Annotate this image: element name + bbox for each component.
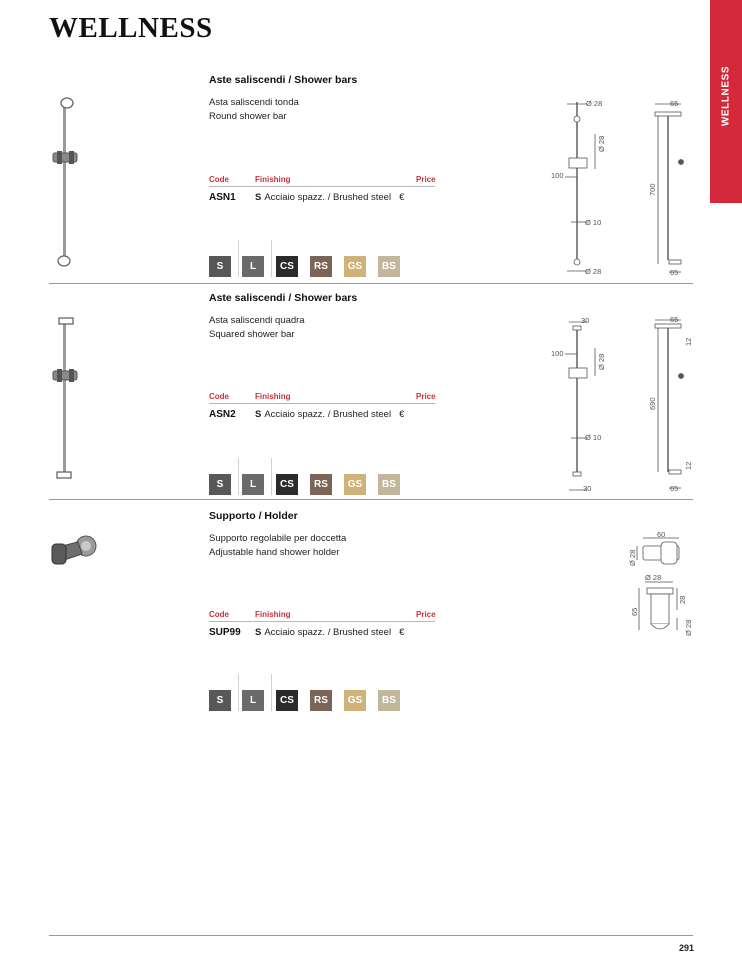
desc-it: Asta saliscendi quadra (209, 315, 305, 326)
finish-code: S (255, 627, 262, 638)
swatch-bs[interactable]: BS (378, 256, 400, 277)
section-title: Supporto / Holder (209, 510, 298, 522)
dim-label: 65 (670, 268, 679, 277)
desc-it: Supporto regolabile per doccetta (209, 533, 347, 544)
swatch-l[interactable]: L (242, 256, 264, 277)
col-price-header: Price (416, 392, 436, 401)
swatch-s[interactable]: S (209, 256, 231, 277)
swatch-divider (271, 674, 272, 711)
finishing-value (255, 627, 404, 638)
dim-label: 12 (684, 461, 693, 470)
dim-label: 700 (648, 183, 657, 196)
col-finishing-header: Finishing (255, 610, 291, 619)
finish-label: Acciaio spazz. / Brushed steel (264, 627, 392, 638)
shower-holder-image (48, 530, 102, 572)
swatch-s[interactable]: S (209, 474, 231, 495)
page-title: WELLNESS (49, 12, 213, 44)
finish-label: Acciaio spazz. / Brushed steel (264, 409, 392, 420)
product-description (209, 96, 299, 124)
swatch-rs[interactable]: RS (310, 256, 332, 277)
page-number: 291 (679, 943, 695, 953)
dim-label: Ø 28 (597, 135, 606, 152)
swatch-cs[interactable]: CS (276, 256, 298, 277)
finish-code: S (255, 192, 262, 203)
swatch-gs[interactable]: GS (344, 690, 366, 711)
finish-swatches (209, 256, 409, 277)
swatch-gs[interactable]: GS (344, 256, 366, 277)
header-rule (209, 621, 435, 622)
swatch-bs[interactable]: BS (378, 690, 400, 711)
desc-en: Round shower bar (209, 111, 287, 122)
dim-label: Ø 10 (585, 218, 602, 227)
section-title: Aste saliscendi / Shower bars (209, 292, 358, 304)
col-price-header: Price (416, 175, 436, 184)
swatch-s[interactable]: S (209, 690, 231, 711)
side-tab-label: WELLNESS (720, 65, 732, 127)
header-rule (209, 186, 435, 187)
dim-label: 30 (581, 316, 590, 325)
product-description (209, 314, 305, 342)
col-finishing-header: Finishing (255, 175, 291, 184)
col-code-header: Code (209, 610, 229, 619)
squared-shower-bar-image (48, 316, 82, 486)
technical-drawing-asn1 (545, 94, 700, 284)
dim-label: 690 (648, 397, 657, 410)
dim-label: 60 (657, 530, 666, 539)
col-finishing-header: Finishing (255, 392, 291, 401)
technical-drawing-sup99 (625, 530, 700, 645)
swatch-divider (271, 458, 272, 495)
technical-drawing-asn2 (545, 314, 700, 496)
dim-label: 65 (670, 99, 679, 108)
finish-code: S (255, 409, 262, 420)
dim-label: Ø 28 (628, 549, 637, 566)
product-section-sup99 (0, 510, 742, 720)
section-divider (49, 499, 693, 500)
dim-label: Ø 28 (585, 267, 602, 276)
dim-label: 28 (678, 595, 687, 604)
col-code-header: Code (209, 175, 229, 184)
dim-label: 100 (551, 171, 564, 180)
round-shower-bar-image (48, 94, 82, 272)
dim-label: Ø 28 (597, 353, 606, 370)
product-code: SUP99 (209, 627, 241, 638)
dim-label: 65 (670, 484, 679, 493)
dim-label: Ø 10 (585, 433, 602, 442)
dim-label: 30 (583, 484, 592, 493)
product-section-asn1 (0, 74, 742, 284)
dim-label: 100 (551, 349, 564, 358)
swatch-gs[interactable]: GS (344, 474, 366, 495)
swatch-l[interactable]: L (242, 690, 264, 711)
section-title: Aste saliscendi / Shower bars (209, 74, 358, 86)
finish-swatches (209, 474, 409, 495)
finish-label: Acciaio spazz. / Brushed steel (264, 192, 392, 203)
desc-en: Adjustable hand shower holder (209, 547, 340, 558)
swatch-bs[interactable]: BS (378, 474, 400, 495)
col-price-header: Price (416, 610, 436, 619)
dim-label: 65 (630, 607, 639, 616)
dim-label: 12 (684, 337, 693, 346)
swatch-rs[interactable]: RS (310, 474, 332, 495)
footer-rule (49, 935, 693, 936)
finishing-value (255, 409, 404, 420)
dim-label: Ø 28 (684, 619, 693, 636)
swatch-divider (238, 674, 239, 711)
swatch-l[interactable]: L (242, 474, 264, 495)
currency: € (399, 409, 405, 420)
swatch-divider (238, 240, 239, 277)
product-code: ASN2 (209, 409, 236, 420)
finishing-value (255, 192, 404, 203)
currency: € (399, 192, 405, 203)
section-divider (49, 283, 693, 284)
finish-swatches (209, 690, 409, 711)
product-code: ASN1 (209, 192, 236, 203)
desc-en: Squared shower bar (209, 329, 295, 340)
product-description (209, 532, 346, 560)
header-rule (209, 403, 435, 404)
currency: € (399, 627, 405, 638)
desc-it: Asta saliscendi tonda (209, 97, 299, 108)
col-code-header: Code (209, 392, 229, 401)
dim-label: Ø 28 (586, 99, 603, 108)
dim-label: Ø 28 (645, 573, 662, 582)
swatch-cs[interactable]: CS (276, 690, 298, 711)
dim-label: 65 (670, 315, 679, 324)
swatch-rs[interactable]: RS (310, 690, 332, 711)
product-section-asn2 (0, 292, 742, 500)
swatch-divider (238, 458, 239, 495)
swatch-divider (271, 240, 272, 277)
swatch-cs[interactable]: CS (276, 474, 298, 495)
